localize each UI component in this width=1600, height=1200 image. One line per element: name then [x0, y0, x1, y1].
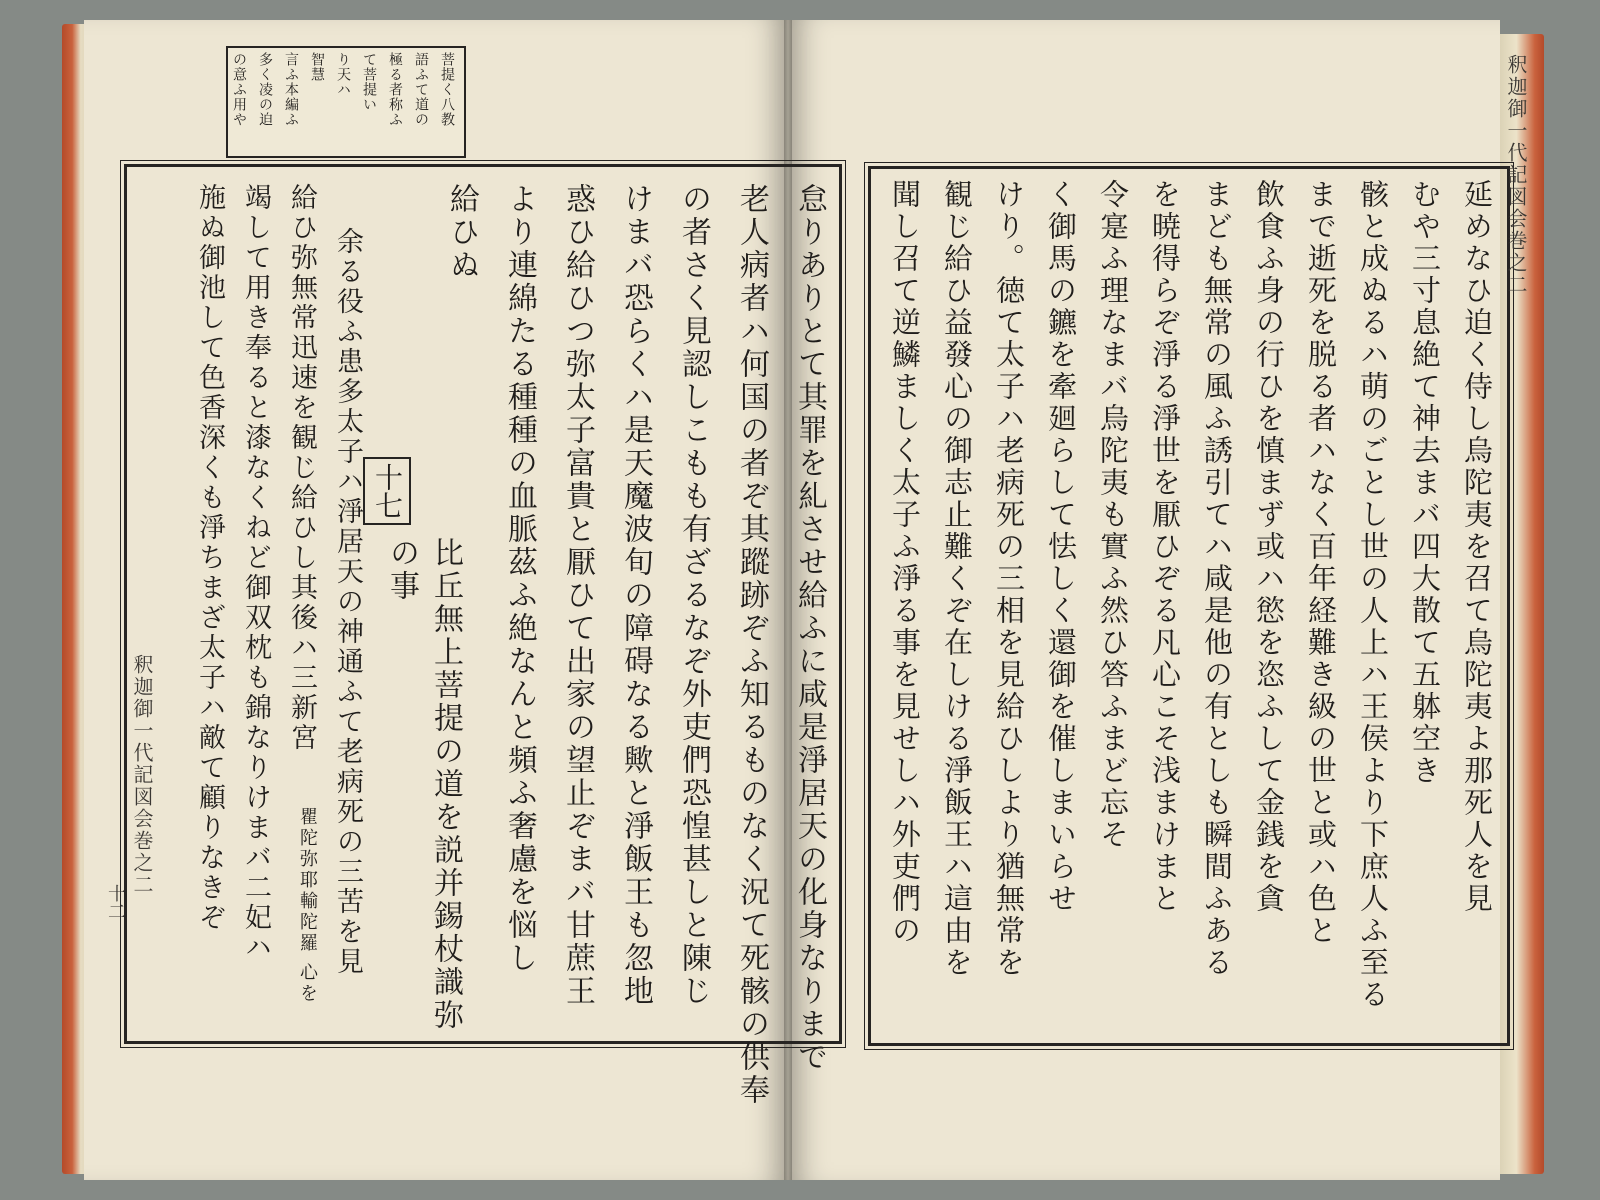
- text-column: 延めなひ迫く侍し烏陀夷を召て烏陀夷よ那死人を見: [1460, 179, 1494, 915]
- text-column: 骸と成ぬるハ萌のごとし世の人上ハ王侯より下庶人ふ至る: [1356, 179, 1390, 1011]
- text-column: より連綿たる種種の血脈茲ふ絶なんと頻ふ奢慮を悩し: [502, 183, 537, 975]
- right-text-frame: [868, 166, 1510, 1046]
- text-column: く御馬の鑣を牽廻らして怯しく還御を催しまいらせ: [1044, 179, 1078, 915]
- text-column: 給ひぬ: [444, 183, 479, 282]
- left-folio: 十二: [105, 884, 126, 920]
- right-margin-title: 釈迦御一代記図会巻之二: [1504, 54, 1528, 296]
- header-note-line: 菩提く八教: [439, 52, 455, 127]
- text-column: を暁得らぞ淨る淨世を厭ひぞる凡心こそ浅まけまと: [1148, 179, 1182, 915]
- header-note-box: [226, 46, 466, 158]
- text-column: けり。徳て太子ハ老病死の三相を見給ひしより猶無常を: [992, 179, 1026, 979]
- text-column: まで逝死を脱る者ハなく百年経難き級の世と或ハ色と: [1304, 179, 1338, 947]
- header-note-line: り天ハ: [335, 52, 351, 97]
- header-note-line: 語ふて道の: [413, 52, 429, 127]
- text-column: 竭して用き奉ると漆なくねど御双枕も錦なりけまバ二妃ハ: [240, 183, 271, 963]
- header-note-line: 多く凌の迫: [257, 52, 273, 127]
- chapter-heading: 比丘無上菩提の道を説并錫杖識弥の事: [384, 537, 463, 1032]
- left-text-frame: [124, 164, 842, 1107]
- text-column: 聞し召て逆鱗ましく太子ふ淨る事を見せしハ外吏們の: [888, 179, 922, 947]
- left-margin-title: 釈迦御一代記図会巻之二: [130, 654, 154, 896]
- text-column: 令寔ふ理なまバ烏陀夷も實ふ然ひ答ふまど忘そ: [1096, 179, 1130, 851]
- text-column: 飲食ふ身の行ひを慎まず或ハ慾を恣ふして金銭を貪: [1252, 179, 1286, 915]
- text-column: むや三寸息絶て神去まバ四大散て五躰空き: [1408, 179, 1442, 787]
- text-column: 余る役ふ患多太子ハ淨居天の神通ふて老病死の三苦を見: [332, 227, 363, 977]
- text-column: の者さく見認しこもも有ざるなぞ外吏們恐惶甚しと陳じ: [676, 183, 711, 1008]
- text-column: 給ひ弥無常迅速を観じ給ひし其後ハ三新宮: [286, 183, 317, 753]
- text-column: 老人病者ハ何国の者ぞ其蹤跡ぞふ知るものなく況て死骸の供奉: [734, 183, 769, 1107]
- text-column: まども無常の風ふ誘引てハ咸是他の有としも瞬間ふある: [1200, 179, 1234, 979]
- header-note-line: 智慧: [309, 52, 325, 82]
- text-column: 観じ給ひ益發心の御志止難くぞ在しける淨飯王ハ這由を: [940, 179, 974, 979]
- text-column: 怠りありとて其罪を糺させ給ふに咸是淨居天の化身なりまで: [792, 183, 827, 1074]
- header-note-line: て菩提い: [361, 52, 377, 112]
- open-book: [62, 14, 1544, 1186]
- text-column: 惑ひ給ひつ弥太子富貴と厭ひて出家の望止ぞまバ甘蔗王: [560, 183, 595, 1008]
- header-note-line: 言ふ本編ふ: [283, 52, 299, 127]
- chapter-number: 十七: [363, 457, 411, 525]
- header-note-line: の意ふ用や: [231, 52, 247, 127]
- furigana-annotation: 瞿陀弥耶輸陀羅 心を: [297, 807, 318, 1005]
- header-note-line: 極る者称ふ: [387, 52, 403, 127]
- text-column: けまバ恐らくハ是天魔波旬の障碍なる歟と淨飯王も忽地: [618, 183, 653, 1008]
- text-column: 施ぬ御池して色香深くも淨ちまざ太子ハ敵て顧りなきぞ: [194, 183, 225, 933]
